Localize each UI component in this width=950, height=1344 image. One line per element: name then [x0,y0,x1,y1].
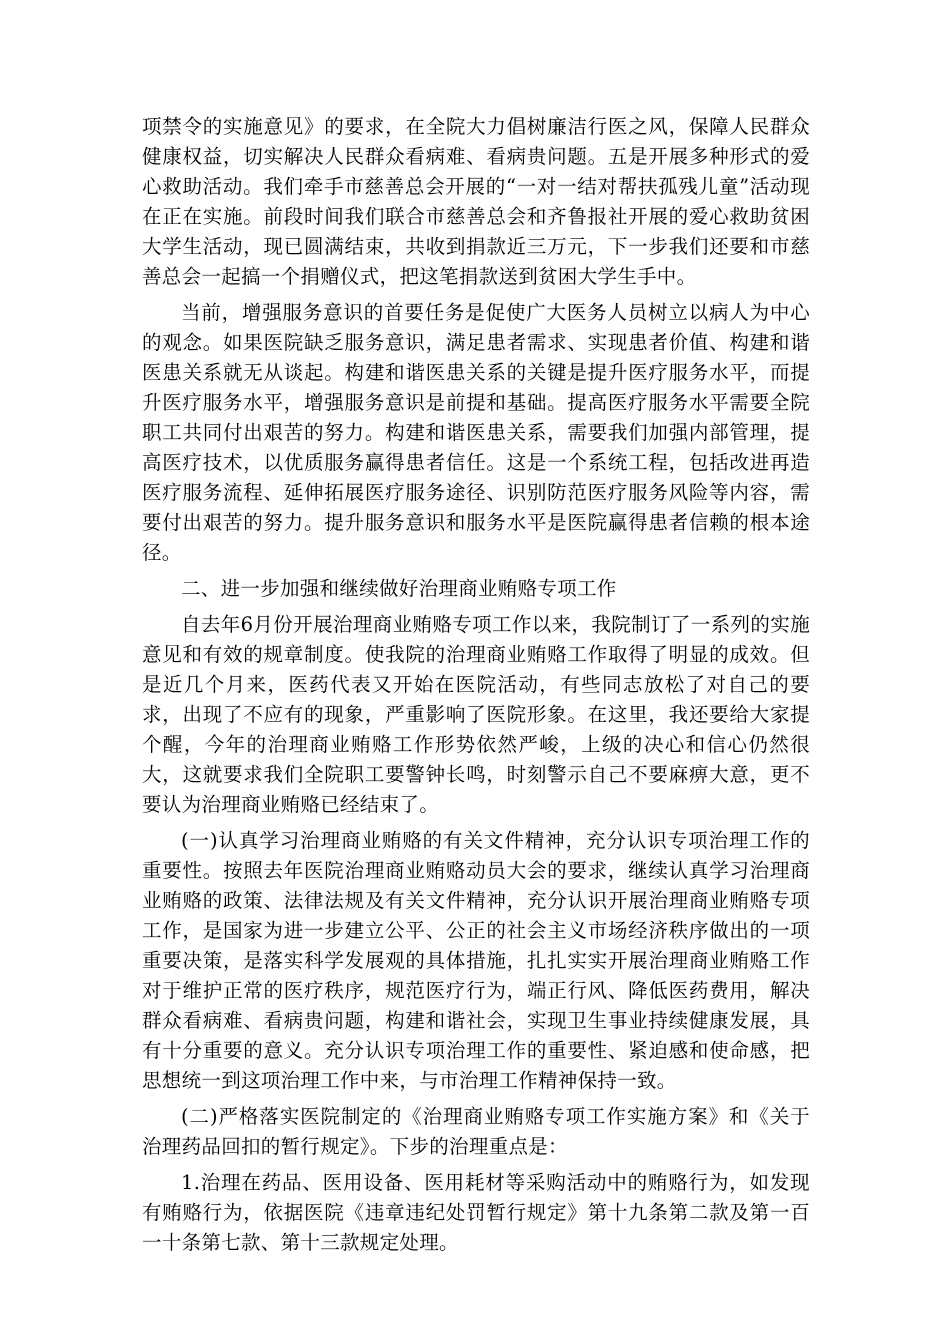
document-body [142,112,810,1264]
paragraph-continued: 项禁令的实施意见》的要求，在全院大力倡树廉洁行医之风，保障人民群众健康权益，切实解决人民群众看病难、看病贵问题。五是开展多种形式的爱心救助活动。我们牵手市慈善总会开展的“一对一结对帮扶孤残儿童”活动现在正在实施。前段时间我们联合市慈善总会和齐鲁报社开展的爱心救助贫困大学生活动，现已圆满结束，共收到捐款近三万元，下一步我们还要和市慈善总会一起搞一个捐赠仪式，把这笔捐款送到贫困大学生手中。 [142,115,810,288]
paragraph-subitem-1: 1.治理在药品、医用设备、医用耗材等采购活动中的贿赂行为，如发现有贿赂行为，依据医院《违章违纪处罚暂行规定》第十九条第二款及第一百一十条第七款、第十三款规定处理。 [142,1171,810,1254]
paragraph-service-awareness: 当前，增强服务意识的首要任务是促使广大医务人员树立以病人为中心的观念。如果医院缺乏服务意识，满足患者需求、实现患者价值、构建和谐医患关系就无从谈起。构建和谐医患关系的关键是提升医疗服务水平，而提升医疗服务水平，增强服务意识是前提和基础。提高医疗服务水平需要全院职工共同付出艰苦的努力。构建和谐医患关系，需要我们加强内部管理，提高医疗技术，以优质服务赢得患者信任。这是一个系统工程，包括改进再造医疗服务流程、延伸拓展医疗服务途径、识别防范医疗服务风险等内容，需要付出艰苦的努力。提升服务意识和服务水平是医院赢得患者信赖的根本途径。 [142,301,810,564]
paragraph-item-1: (一)认真学习治理商业贿赂的有关文件精神，充分认识专项治理工作的重要性。按照去年医院治理商业贿赂动员大会的要求，继续认真学习治理商业贿赂的政策、法律法规及有关文件精神，充分认识开展治理商业贿赂专项工作，是国家为进一步建立公平、公正的社会主义市场经济秩序做出的一项重要决策，是落实科学发展观的具体措施，扎扎实实开展治理商业贿赂工作对于维护正常的医疗秩序，规范医疗行为，端正行风、降低医药费用，解决群众看病难、看病贵问题，构建和谐社会，实现卫生事业持续健康发展，具有十分重要的意义。充分认识专项治理工作的重要性、紧迫感和使命感，把思想统一到这项治理工作中来，与市治理工作精神保持一致。 [142,829,810,1092]
paragraph-item-2: (二)严格落实医院制定的《治理商业贿赂专项工作实施方案》和《关于治理药品回扣的暂行规定》。下步的治理重点是： [142,1105,810,1158]
paragraph-bribery-review: 自去年6月份开展治理商业贿赂专项工作以来，我院制订了一系列的实施意见和有效的规章制度。使我院的治理商业贿赂工作取得了明显的成效。但是近几个月来，医药代表又开始在医院活动，有些同志放松了对自己的要求，出现了不应有的现象，严重影响了医院形象。在这里，我还要给大家提个醒，今年的治理商业贿赂工作形势依然严峻，上级的决心和信心仍然很大，这就要求我们全院职工要警钟长鸣，时刻警示自己不要麻痹大意，更不要认为治理商业贿赂已经结束了。 [142,613,810,816]
section-heading-2: 二、进一步加强和继续做好治理商业贿赂专项工作 [181,577,617,600]
